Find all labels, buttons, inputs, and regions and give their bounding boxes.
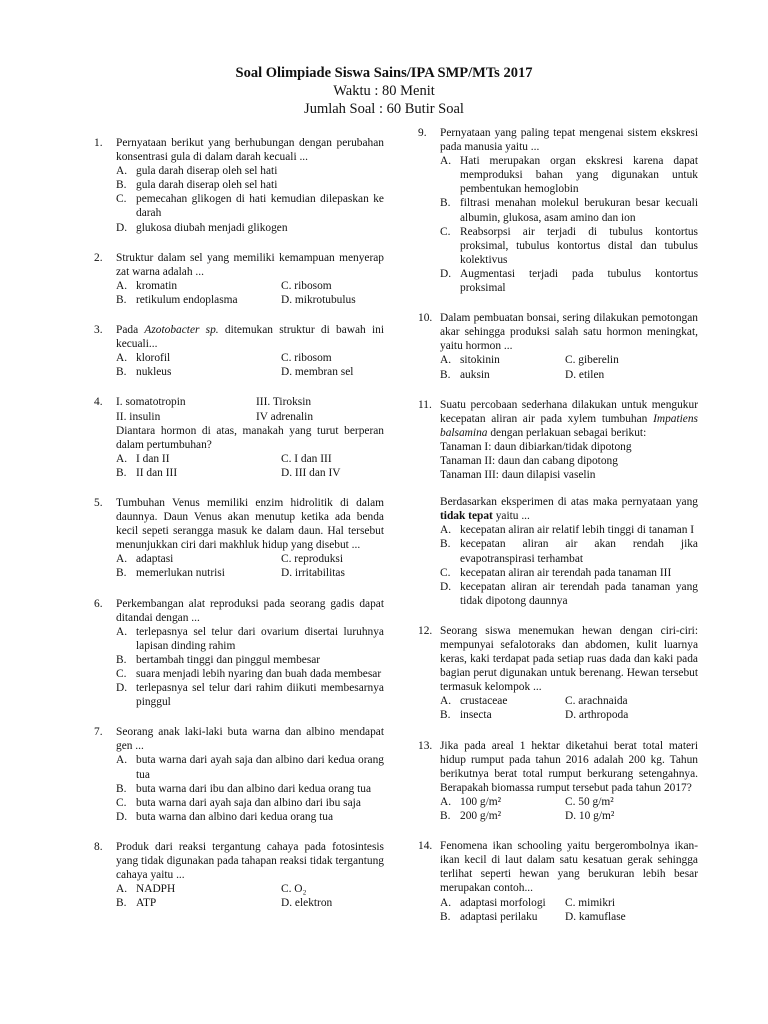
option-text: D. membran sel xyxy=(281,366,354,379)
question-number: 10. xyxy=(418,312,433,325)
answer-option[interactable] xyxy=(116,164,384,178)
option-letter: C. xyxy=(440,566,451,579)
answer-option[interactable] xyxy=(281,293,401,307)
question-text: Pernyataan berikut yang berhubungan dengan perubahan konsentrasi gula di dalam darah kecuali ... xyxy=(116,137,384,164)
option-letter: A. xyxy=(116,754,128,767)
answer-option[interactable] xyxy=(116,365,281,379)
question-number: 1. xyxy=(94,137,103,149)
option-letter: B. xyxy=(116,897,127,910)
option-letter: B. xyxy=(116,653,127,666)
option-letter: B. xyxy=(116,179,127,192)
question-number: 12. xyxy=(418,624,433,637)
answer-option[interactable] xyxy=(281,566,401,580)
answer-option[interactable] xyxy=(281,351,401,365)
question-text: Struktur dalam sel yang memiliki kemampuan menyerap zat warna adalah ... xyxy=(116,251,384,278)
question-text: Tumbuhan Venus memiliki enzim hidrolitik di dalam daunnya. Daun Venus akan menutup ketika ada benda kecil sepeti serangga masuk ke dalam daun. Hal tersebut menunjukkan ciri dari makhluk hidup yang disebut ... xyxy=(116,496,384,552)
question-number: 14. xyxy=(418,840,433,853)
option-letter: B. xyxy=(440,368,451,381)
answer-option[interactable] xyxy=(116,753,384,781)
option-text: D. elektron xyxy=(281,897,333,910)
hormone-label: I. somatotropin xyxy=(116,396,186,409)
question-number: 7. xyxy=(94,726,103,739)
option-text: auksin xyxy=(460,368,490,381)
option-letter: A. xyxy=(440,695,452,708)
answer-option[interactable] xyxy=(440,154,698,196)
option-text: kecepatan aliran air terendah pada tanaman III xyxy=(460,566,672,579)
option-letter: A. xyxy=(116,625,128,638)
hormone-row xyxy=(116,410,384,424)
answer-option-row xyxy=(116,566,384,580)
answer-option-row xyxy=(440,910,698,924)
answer-option[interactable] xyxy=(116,293,281,307)
answer-option[interactable] xyxy=(281,279,401,293)
answer-option-row xyxy=(116,351,384,365)
answer-option[interactable] xyxy=(116,192,384,220)
option-text: C. ribosom xyxy=(281,352,332,365)
option-letter: A. xyxy=(116,279,128,292)
option-text: Reabsorpsi air terjadi di tubulus kontortus proksimal, tubulus kontortus distal dan tubulus kolektivus xyxy=(460,225,698,266)
question-text-part: Pada xyxy=(116,324,145,337)
answer-option-row xyxy=(440,368,698,382)
option-letter: B. xyxy=(440,197,451,210)
option-text: C. ribosom xyxy=(281,279,332,292)
answer-option[interactable] xyxy=(440,896,565,910)
option-text: crustaceae xyxy=(460,695,508,708)
answer-option-row xyxy=(116,882,384,896)
option-text: filtrasi menahan molekul berukuran besar kecuali albumin, glukosa, asam amino dan ion xyxy=(460,197,698,224)
option-text: C. O₂ xyxy=(281,883,307,896)
question-item xyxy=(418,398,698,608)
question-number: 5. xyxy=(94,496,103,509)
question-text-part: dengan perlakuan sebagai berikut: xyxy=(487,426,647,439)
option-text: 200 g/m² xyxy=(460,810,502,823)
question-text: Produk dari reaksi tergantung cahaya pada fotosintesis yang tidak digunakan pada tahapan reaksi tidak tergantung cahaya yaitu ... xyxy=(116,840,384,882)
option-letter: D. xyxy=(116,810,128,823)
answer-option[interactable] xyxy=(116,882,281,896)
option-text: adaptasi xyxy=(136,553,174,566)
question-text: Seorang siswa menemukan hewan dengan ciri-ciri: mempunyai sefalotoraks dan abdomen, kulit luarnya keras, kaki terdapat pada setiap ruas dada dan kaki pada bagian perut digunakan untuk berenang. Hewan tersebut termasuk kelompok ... xyxy=(440,624,698,694)
option-text: D. irritabilitas xyxy=(281,567,345,580)
question-count: Jumlah Soal : 60 Butir Soal xyxy=(304,101,464,117)
option-text: NADPH xyxy=(136,883,176,896)
option-text: gula darah diserap oleh sel hati xyxy=(136,165,278,178)
question-text-part: ditemukan struktur di bawah ini kecuali... xyxy=(116,324,384,351)
species-name: Impatiens balsamina xyxy=(440,412,698,439)
question-number: 6. xyxy=(94,597,103,610)
option-text: adaptasi perilaku xyxy=(460,910,538,923)
answer-option[interactable] xyxy=(116,279,281,293)
option-text: Augmentasi terjadi pada tubulus kontortus proksimal xyxy=(460,267,698,295)
option-letter: A. xyxy=(116,452,128,465)
question-number: 8. xyxy=(94,840,103,853)
answer-option[interactable] xyxy=(440,537,698,565)
answer-option-row xyxy=(440,896,698,910)
question-item xyxy=(418,839,698,924)
answer-option[interactable] xyxy=(281,882,401,896)
option-text: buta warna dan albino dari kedua orang tua xyxy=(136,810,334,823)
answer-option[interactable] xyxy=(440,353,565,367)
option-letter: B. xyxy=(440,910,451,923)
option-letter: D. xyxy=(116,221,128,234)
question-number: 9. xyxy=(418,127,427,139)
answer-option[interactable] xyxy=(116,466,281,480)
answer-option[interactable] xyxy=(116,221,384,235)
option-letter: B. xyxy=(440,810,451,823)
option-text: buta warna dari ibu dan albino dari kedua orang tua xyxy=(136,782,372,795)
answer-option[interactable] xyxy=(440,694,565,708)
question-number: 13. xyxy=(418,739,433,752)
answer-option[interactable] xyxy=(565,694,685,708)
answer-option-row xyxy=(116,365,384,379)
option-text: nukleus xyxy=(136,366,172,379)
hormone-row xyxy=(116,395,384,409)
answer-option-row xyxy=(440,694,698,708)
answer-option[interactable] xyxy=(440,225,698,267)
option-letter: C. xyxy=(116,668,127,680)
option-letter: A. xyxy=(116,553,128,566)
answer-option[interactable] xyxy=(116,351,281,365)
option-letter: A. xyxy=(116,352,128,365)
option-text: D. etilen xyxy=(565,368,605,381)
answer-option-row xyxy=(116,466,384,480)
option-text: kecepatan aliran air akan rendah jika evapotranspirasi terhambat xyxy=(460,538,698,565)
option-text: C. 50 g/m² xyxy=(565,795,614,808)
option-letter: A. xyxy=(440,896,452,909)
option-text: insecta xyxy=(460,709,492,722)
question-item xyxy=(94,496,384,581)
answer-option[interactable] xyxy=(116,782,384,796)
question-item xyxy=(418,624,698,723)
answer-option-row xyxy=(440,795,698,809)
question-item xyxy=(94,323,384,379)
option-text: gula darah diserap oleh sel hati xyxy=(136,179,278,192)
option-letter: B. xyxy=(116,567,127,580)
treatment-line: Tanaman II: daun dan cabang dipotong xyxy=(440,454,618,467)
option-letter: C. xyxy=(440,225,451,238)
answer-option-row xyxy=(440,809,698,823)
question-text xyxy=(440,495,698,523)
question-text: Dalam pembuatan bonsai, sering dilakukan pemotongan akar sehingga produksi salah satu hormon meningkat, yaitu hormon ... xyxy=(440,312,698,353)
answer-option[interactable] xyxy=(440,795,565,809)
question-text: Pernyataan yang paling tepat mengenai sistem ekskresi pada manusia yaitu ... xyxy=(440,127,698,154)
question-item xyxy=(94,136,384,235)
option-text: buta warna dari ayah saja dan albino dari kedua orang tua xyxy=(136,754,384,781)
answer-option[interactable] xyxy=(565,809,685,823)
answer-option[interactable] xyxy=(440,580,698,608)
option-letter: B. xyxy=(116,466,127,479)
hormone-label: II. insulin xyxy=(116,410,161,423)
question-text-part: yaitu ... xyxy=(492,510,530,523)
answer-option-row xyxy=(116,293,384,307)
option-text: D. arthropoda xyxy=(565,709,629,722)
option-text: D. mikrotubulus xyxy=(281,293,356,306)
answer-option[interactable] xyxy=(440,267,698,295)
option-text: retikulum endoplasma xyxy=(136,293,238,306)
option-text: adaptasi morfologi xyxy=(460,896,546,909)
option-letter: D. xyxy=(440,580,452,593)
question-item xyxy=(418,739,698,824)
answer-option[interactable] xyxy=(440,566,698,580)
option-text: C. reproduksi xyxy=(281,553,344,566)
question-item xyxy=(418,311,698,381)
answer-option[interactable] xyxy=(116,178,384,192)
answer-option[interactable] xyxy=(281,896,401,910)
question-text-part: Suatu percobaan sederhana dilakukan untuk mengukur kecepatan aliran air pada xylem tumbuhan xyxy=(440,398,698,425)
answer-option[interactable] xyxy=(116,796,384,810)
answer-option-row xyxy=(116,279,384,293)
answer-option[interactable] xyxy=(565,910,685,924)
emphasis-text: tidak tepat xyxy=(440,510,493,523)
option-text: buta warna dari ayah saja dan albino dari ibu saja xyxy=(136,796,361,809)
option-text: sitokinin xyxy=(460,354,500,367)
option-letter: A. xyxy=(440,524,452,537)
option-text: bertambah tinggi dan pinggul membesar xyxy=(136,653,321,666)
answer-option[interactable] xyxy=(116,653,384,667)
question-number: 3. xyxy=(94,324,103,337)
question-column-right xyxy=(418,126,698,924)
answer-option[interactable] xyxy=(281,552,401,566)
option-letter: B. xyxy=(116,366,127,379)
treatment-line: Tanaman I: daun dibiarkan/tidak dipotong xyxy=(440,440,632,453)
option-letter: A. xyxy=(440,354,452,367)
option-letter: C. xyxy=(116,193,127,206)
answer-option[interactable] xyxy=(281,466,401,480)
question-text xyxy=(440,398,698,440)
option-text: I dan II xyxy=(136,452,170,465)
answer-option[interactable] xyxy=(116,681,384,709)
option-letter: C. xyxy=(116,796,127,809)
question-text xyxy=(116,323,384,351)
option-letter: A. xyxy=(440,155,452,168)
answer-option[interactable] xyxy=(281,365,401,379)
answer-option[interactable] xyxy=(440,809,565,823)
option-text: D. kamuflase xyxy=(565,910,626,923)
answer-option-row xyxy=(440,708,698,722)
option-text: kecepatan aliran air relatif lebih tinggi di tanaman I xyxy=(460,524,695,537)
question-number: 2. xyxy=(94,251,103,264)
option-letter: B. xyxy=(116,782,127,795)
option-text: terlepasnya sel telur dari ovarium disertai luruhnya lapisan dinding rahim xyxy=(136,625,384,652)
question-number: 11. xyxy=(418,398,432,411)
answer-option[interactable] xyxy=(440,523,698,537)
question-item xyxy=(94,725,384,824)
option-text: memerlukan nutrisi xyxy=(136,567,225,580)
hormone-label: IV adrenalin xyxy=(256,410,314,423)
question-text-part: Berdasarkan eksperimen di atas maka pernyataan yang xyxy=(440,496,698,509)
option-letter: D. xyxy=(440,267,452,280)
question-text: Diantara hormon di atas, manakah yang turut berperan dalam pertumbuhan? xyxy=(116,424,384,451)
option-letter: A. xyxy=(440,795,452,808)
answer-option[interactable] xyxy=(565,368,685,382)
answer-option[interactable] xyxy=(116,552,281,566)
question-item xyxy=(94,840,384,910)
answer-option[interactable] xyxy=(565,708,685,722)
option-letter: A. xyxy=(116,883,128,896)
question-number: 4. xyxy=(94,396,103,409)
answer-option[interactable] xyxy=(116,896,281,910)
question-item xyxy=(94,597,384,710)
option-letter: B. xyxy=(440,709,451,722)
option-text: klorofil xyxy=(136,352,171,365)
treatment-line: Tanaman III: daun dilapisi vaselin xyxy=(440,469,596,482)
option-text: Hati merupakan organ ekskresi karena dapat memproduksi bahan yang digunakan untuk pembentukan hemoglobin xyxy=(460,155,698,196)
option-text: pemecahan glikogen di hati kemudian dilepaskan ke darah xyxy=(136,193,384,220)
hormone-label: III. Tiroksin xyxy=(256,396,312,409)
option-text: D. III dan IV xyxy=(281,466,341,479)
answer-option-row xyxy=(116,452,384,466)
answer-option-row xyxy=(440,353,698,367)
answer-option[interactable] xyxy=(116,625,384,653)
answer-option-row xyxy=(116,896,384,910)
option-letter: B. xyxy=(116,293,127,306)
answer-option[interactable] xyxy=(440,196,698,224)
answer-option[interactable] xyxy=(116,566,281,580)
species-name: Azotobacter sp. xyxy=(144,324,219,337)
answer-option[interactable] xyxy=(440,910,565,924)
option-letter: D. xyxy=(116,682,128,695)
question-text: Fenomena ikan schooling yaitu bergerombolnya ikan-ikan kecil di laut dalam satu kesatuan gerak sehingga terlihat seperti hewan yang berukuran lebih besar merupakan contoh... xyxy=(440,840,698,895)
option-text: kecepatan aliran air terendah pada tanaman yang tidak dipotong daunnya xyxy=(460,580,698,607)
question-item xyxy=(94,251,384,307)
option-letter: B. xyxy=(440,538,451,551)
option-text: C. arachnaida xyxy=(565,695,628,708)
answer-option[interactable] xyxy=(116,452,281,466)
option-text: C. I dan III xyxy=(281,452,332,465)
question-text: Jika pada areal 1 hektar diketahui berat total materi hidup rumput pada tahun 2016 adalah 200 kg. Tahun berikutnya berat total rumput berkurang setengahnya. Berapakah biomassa rumput tersebut pada tahun 2017? xyxy=(440,739,698,794)
option-text: 100 g/m² xyxy=(460,795,502,808)
option-text: C. mimikri xyxy=(565,896,615,909)
answer-option[interactable] xyxy=(281,452,401,466)
question-column-left xyxy=(94,136,384,910)
option-text: glukosa diubah menjadi glikogen xyxy=(136,221,288,234)
answer-option[interactable] xyxy=(565,896,685,910)
option-text: terlepasnya sel telur dari rahim diikuti membesarnya pinggul xyxy=(136,682,384,709)
page-title: Soal Olimpiade Siswa Sains/IPA SMP/MTs 2017 xyxy=(235,65,533,81)
answer-option[interactable] xyxy=(116,810,384,824)
option-text: D. 10 g/m² xyxy=(565,810,615,823)
exam-duration: Waktu : 80 Menit xyxy=(333,83,435,99)
answer-option[interactable] xyxy=(565,795,685,809)
question-item xyxy=(94,395,384,480)
option-text: ATP xyxy=(136,897,157,910)
answer-option[interactable] xyxy=(565,353,685,367)
answer-option-row xyxy=(116,552,384,566)
answer-option[interactable] xyxy=(440,708,565,722)
option-text: suara menjadi lebih nyaring dan buah dada membesar xyxy=(136,668,382,680)
option-text: kromatin xyxy=(136,279,178,292)
question-text: Perkembangan alat reproduksi pada seorang gadis dapat ditandai dengan ... xyxy=(116,597,384,624)
option-text: C. giberelin xyxy=(565,354,619,367)
answer-option[interactable] xyxy=(440,368,565,382)
option-letter: A. xyxy=(116,165,128,178)
question-item xyxy=(418,126,698,295)
option-text: II dan III xyxy=(136,466,178,479)
answer-option[interactable] xyxy=(116,667,384,681)
question-text: Seorang anak laki-laki buta warna dan albino mendapat gen ... xyxy=(116,726,384,753)
